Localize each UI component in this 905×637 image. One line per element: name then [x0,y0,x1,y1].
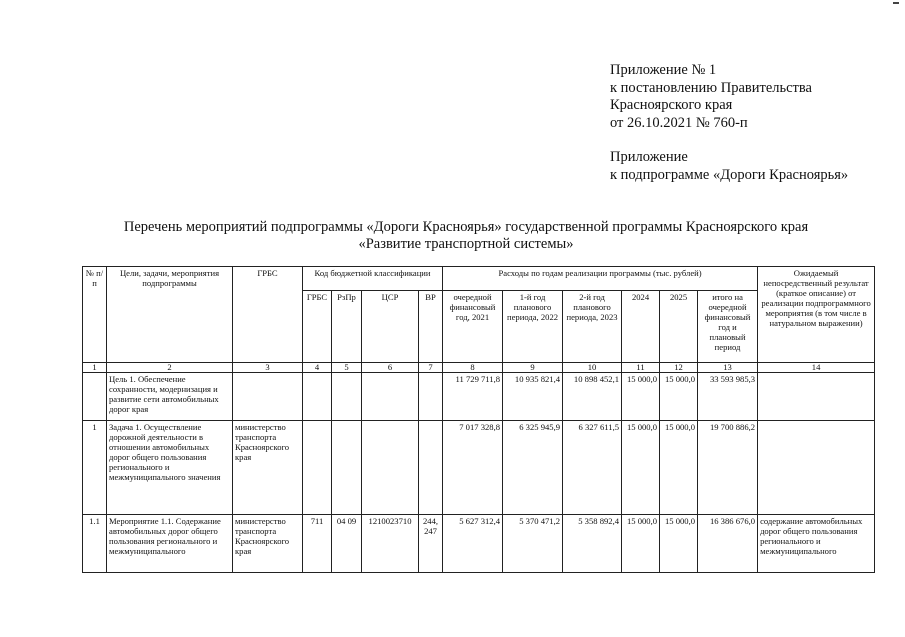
row-csr [362,421,419,515]
row-2024: 15 000,0 [622,515,660,573]
row-result: содержание автомобильных дорог общего пользования регионального и межмуниципального [758,515,875,573]
col-goals-header: Цели, задачи, мероприятия подпрограммы [107,267,233,363]
col-csr-header: ЦСР [362,291,419,363]
row-name: Задача 1. Осуществление дорожной деятельности в отношении автомобильных дорог общего пользования регионального и межмуниципального значения [107,421,233,515]
row-num: 1.1 [83,515,107,573]
row-total: 16 386 676,0 [698,515,758,573]
row-result [758,421,875,515]
table-row [83,373,875,421]
row-rzpr [332,421,362,515]
row-vr [419,373,443,421]
row-2024: 15 000,0 [622,421,660,515]
measures-table [82,266,875,573]
row-total: 19 700 886,2 [698,421,758,515]
column-index: 5 [332,363,362,373]
column-index: 1 [83,363,107,373]
appendix-line: Приложение [610,149,688,165]
col-2021-header: очередной финансовый год, 2021 [443,291,503,363]
header-row [83,267,875,291]
row-grbs [233,373,303,421]
row-2022: 10 935 821,4 [503,373,563,421]
column-index: 11 [622,363,660,373]
expenses-header: Расходы по годам реализации программы (тыс. рублей) [443,267,758,291]
row-name: Цель 1. Обеспечение сохранности, модернизация и развитие сети автомобильных дорог края [107,373,233,421]
appendix-line: к постановлению Правительства [610,79,812,96]
table-row [83,421,875,515]
col-num-header: № п/п [83,267,107,363]
row-grbs: министерство транспорта Красноярского края [233,421,303,515]
column-index: 7 [419,363,443,373]
appendix-line: Красноярского края [610,97,733,113]
column-index: 4 [303,363,332,373]
column-index: 13 [698,363,758,373]
row-2023: 6 327 611,5 [563,421,622,515]
title-line-2: «Развитие транспортной системы» [358,236,574,252]
row-vr [419,421,443,515]
appendix-line: от 26.10.2021 № 760-п [610,114,748,131]
col-grbs-header: ГРБС [233,267,303,363]
document-title [60,219,872,253]
row-2025: 15 000,0 [660,421,698,515]
row-grbs-code: 711 [303,515,332,573]
col-total-header: итого на очередной финансовый год и плановый период [698,291,758,363]
row-2021: 5 627 312,4 [443,515,503,573]
col-rzpr-header: РзПр [332,291,362,363]
row-total: 33 593 985,3 [698,373,758,421]
row-result [758,373,875,421]
column-index: 9 [503,363,563,373]
row-2024: 15 000,0 [622,373,660,421]
col-2024-header: 2024 [622,291,660,363]
col-grbs-code-header: ГРБС [303,291,332,363]
column-index: 14 [758,363,875,373]
col-vr-header: ВР [419,291,443,363]
row-csr [362,373,419,421]
row-2025: 15 000,0 [660,373,698,421]
column-index-row [83,363,875,373]
col-2022-header: 1-й год планового периода, 2022 [503,291,563,363]
budget-code-header: Код бюджетной классификации [303,267,443,291]
column-index: 3 [233,363,303,373]
row-2022: 5 370 471,2 [503,515,563,573]
row-rzpr: 04 09 [332,515,362,573]
row-2023: 10 898 452,1 [563,373,622,421]
column-index: 12 [660,363,698,373]
row-grbs-code [303,373,332,421]
column-index: 2 [107,363,233,373]
row-csr: 1210023710 [362,515,419,573]
column-index: 6 [362,363,419,373]
col-2023-header: 2-й год планового периода, 2023 [563,291,622,363]
row-num: 1 [83,421,107,515]
row-name: Мероприятие 1.1. Содержание автомобильных дорог общего пользования регионального и межмуниципального [107,515,233,573]
row-vr: 244, 247 [419,515,443,573]
title-line-1: Перечень мероприятий подпрограммы «Дороги Красноярья» государственной программы Красноярского края [123,219,809,235]
row-grbs-code [303,421,332,515]
appendix-block [610,62,848,184]
appendix-line: к подпрограмме «Дороги Красноярья» [610,166,849,183]
column-index: 8 [443,363,503,373]
table-row [83,515,875,573]
row-2022: 6 325 945,9 [503,421,563,515]
row-2025: 15 000,0 [660,515,698,573]
row-2023: 5 358 892,4 [563,515,622,573]
appendix-line: Приложение № 1 [610,62,717,78]
scan-mark [893,2,899,4]
row-rzpr [332,373,362,421]
row-num [83,373,107,421]
row-grbs: министерство транспорта Красноярского края [233,515,303,573]
col-2025-header: 2025 [660,291,698,363]
row-2021: 7 017 328,8 [443,421,503,515]
column-index: 10 [563,363,622,373]
row-2021: 11 729 711,8 [443,373,503,421]
result-header: Ожидаемый непосредственный результат (краткое описание) от реализации подпрограммного мероприятия (в том числе в натуральном выражении) [758,267,875,363]
